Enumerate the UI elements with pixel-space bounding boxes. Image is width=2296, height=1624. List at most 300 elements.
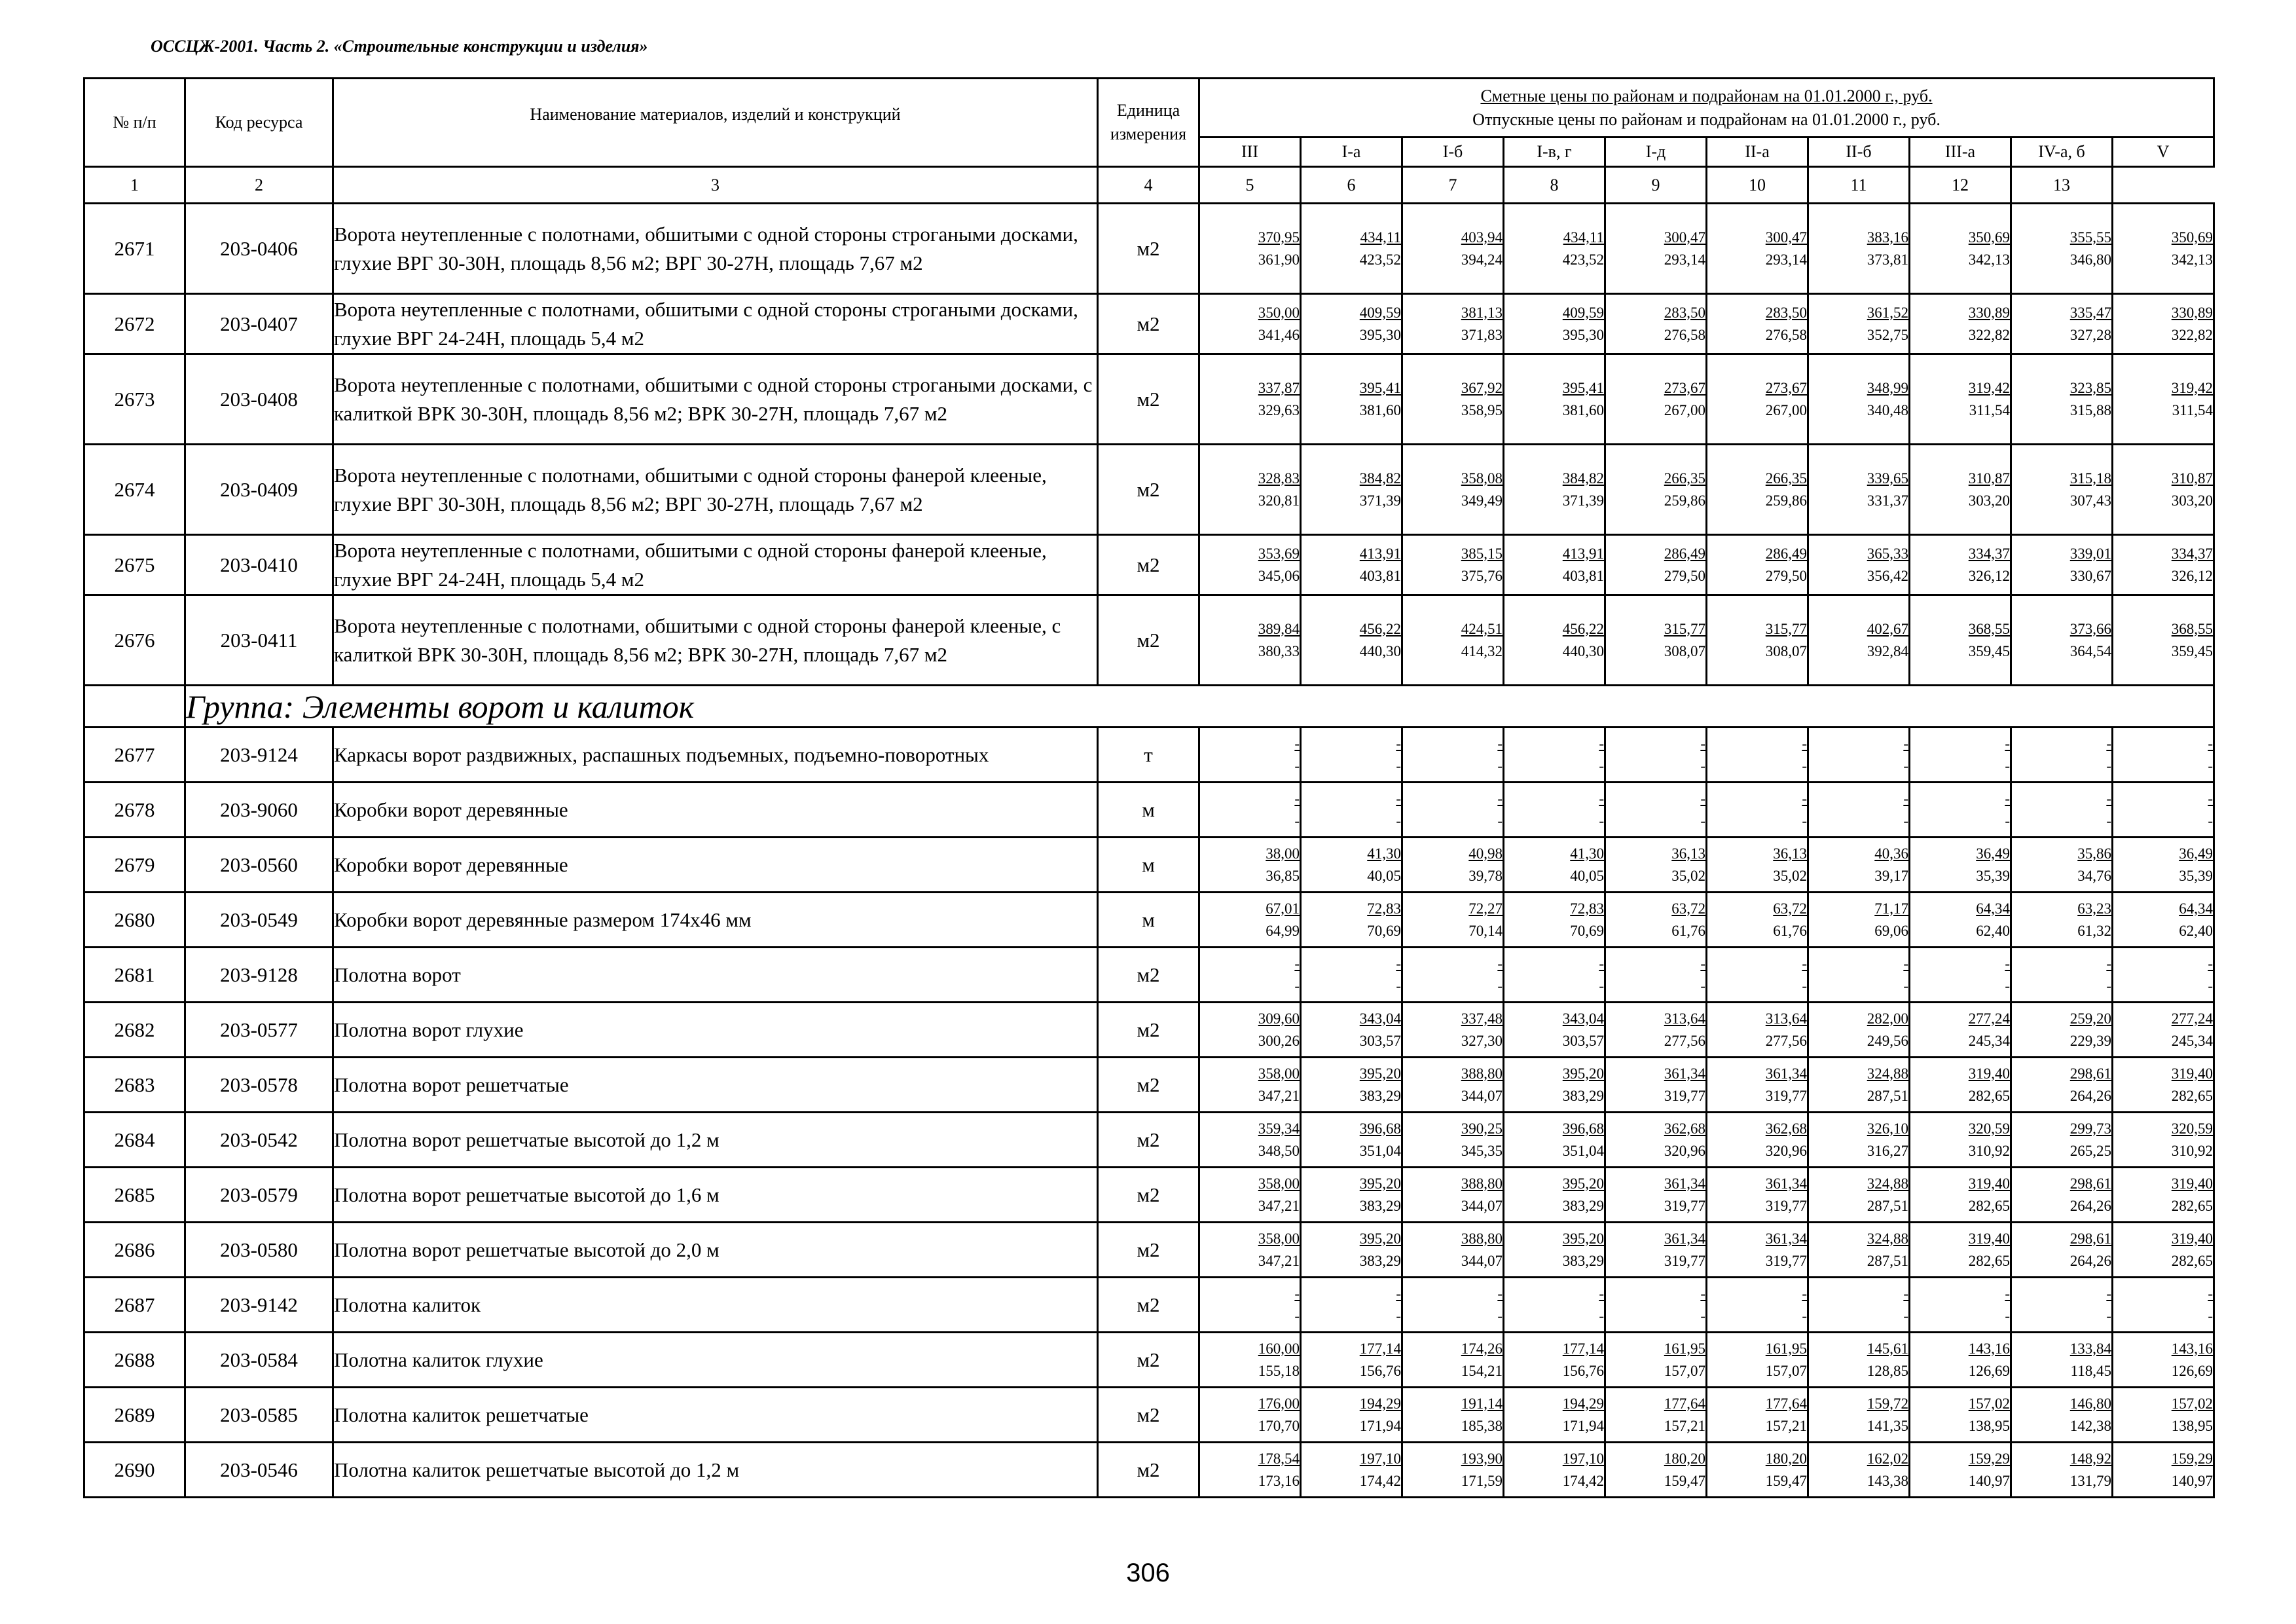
release-price: - — [1294, 812, 1300, 829]
price-cell — [1504, 838, 1605, 893]
estimate-price: 434,11 — [1360, 229, 1401, 246]
release-price: 282,65 — [1968, 1197, 2010, 1214]
row-number: 2677 — [84, 728, 185, 783]
item-name: Полотна калиток решетчатые — [333, 1388, 1098, 1443]
release-price: - — [2005, 812, 2010, 829]
price-cell — [2011, 595, 2113, 686]
estimate-price: 197,10 — [1562, 1450, 1604, 1467]
release-price: 345,06 — [1258, 567, 1300, 584]
header-no: № п/п — [84, 79, 185, 167]
release-price: 359,45 — [1968, 642, 2010, 659]
price-cell — [1402, 838, 1504, 893]
running-header: ОССЦЖ-2001. Часть 2. «Строительные конструкции и изделия» — [151, 37, 648, 56]
estimate-price: - — [2208, 955, 2214, 972]
price-cell — [2113, 595, 2214, 686]
release-price: 322,82 — [1968, 326, 2010, 343]
region-header: I-б — [1402, 138, 1504, 167]
price-cell — [1402, 1388, 1504, 1443]
release-price: 320,81 — [1258, 492, 1300, 509]
price-cell — [1808, 893, 1910, 948]
release-price: 35,02 — [1773, 867, 1807, 884]
release-price: - — [1700, 812, 1705, 829]
row-number: 2681 — [84, 948, 185, 1003]
price-cell — [2011, 838, 2113, 893]
price-cell — [1707, 204, 1808, 294]
release-price: - — [1802, 1307, 1807, 1324]
estimate-price: 373,66 — [2069, 620, 2111, 637]
estimate-price: 365,33 — [1867, 545, 1908, 562]
price-cell — [1605, 783, 1707, 838]
estimate-price: 38,00 — [1266, 845, 1300, 862]
row-number: 2685 — [84, 1168, 185, 1223]
release-price: - — [1599, 757, 1604, 774]
estimate-price: 36,49 — [2179, 845, 2214, 862]
estimate-price: 319,40 — [2171, 1175, 2214, 1192]
release-price: 282,65 — [2171, 1087, 2214, 1104]
release-price: 300,26 — [1258, 1032, 1300, 1049]
price-cell — [2113, 948, 2214, 1003]
release-price: 344,07 — [1461, 1197, 1503, 1214]
release-price: 344,07 — [1461, 1252, 1503, 1269]
estimate-price: - — [1294, 955, 1300, 972]
price-cell — [1605, 595, 1707, 686]
page-number: 306 — [1126, 1559, 1170, 1587]
release-price: 342,13 — [1968, 251, 2010, 268]
resource-code: 203-0549 — [185, 893, 333, 948]
estimate-price: 133,84 — [2069, 1340, 2111, 1357]
price-cell — [1808, 728, 1910, 783]
estimate-price: 266,35 — [1765, 470, 1807, 487]
release-price: 264,26 — [2069, 1087, 2111, 1104]
release-price: 287,51 — [1867, 1197, 1908, 1214]
price-cell — [1402, 1003, 1504, 1058]
estimate-price: - — [1396, 955, 1401, 972]
release-price: 358,95 — [1461, 401, 1503, 418]
release-price: 414,32 — [1461, 642, 1503, 659]
price-cell — [2011, 1443, 2113, 1498]
unit: м — [1098, 783, 1199, 838]
release-price: 383,29 — [1562, 1197, 1604, 1214]
table-row — [84, 1113, 2214, 1168]
release-price: 383,29 — [1562, 1087, 1604, 1104]
table-row — [84, 1223, 2214, 1278]
unit: м2 — [1098, 445, 1199, 535]
estimate-price: 390,25 — [1461, 1120, 1503, 1137]
release-price: 282,65 — [1968, 1252, 2010, 1269]
release-price: 341,46 — [1258, 326, 1300, 343]
price-cell — [2113, 1388, 2214, 1443]
price-cell — [1808, 948, 1910, 1003]
estimate-price: 361,34 — [1664, 1065, 1705, 1082]
release-price: 40,05 — [1570, 867, 1604, 884]
price-cell — [1402, 1223, 1504, 1278]
estimate-price: 67,01 — [1266, 900, 1300, 917]
table-row — [84, 948, 2214, 1003]
table-row — [84, 783, 2214, 838]
resource-code: 203-0560 — [185, 838, 333, 893]
price-cell — [1707, 838, 1808, 893]
release-price: - — [1903, 977, 1908, 994]
unit: м2 — [1098, 204, 1199, 294]
estimate-price: 355,55 — [2069, 229, 2111, 246]
release-price: 128,85 — [1867, 1362, 1908, 1379]
price-cell — [1910, 893, 2011, 948]
table-row — [84, 1278, 2214, 1333]
release-price: 157,07 — [1765, 1362, 1807, 1379]
estimate-price: 358,00 — [1258, 1175, 1300, 1192]
price-cell — [2011, 1223, 2113, 1278]
release-price: 352,75 — [1867, 326, 1908, 343]
estimate-price: 339,65 — [1867, 470, 1908, 487]
estimate-price: - — [1700, 1285, 1705, 1302]
price-cell — [1707, 354, 1808, 445]
estimate-price: 259,20 — [2069, 1010, 2111, 1027]
price-cell — [1808, 838, 1910, 893]
price-cell — [1707, 1278, 1808, 1333]
price-cell — [1301, 1003, 1402, 1058]
estimate-price: - — [2005, 955, 2010, 972]
price-cell — [1504, 1168, 1605, 1223]
price-cell — [1402, 204, 1504, 294]
price-cell — [1808, 204, 1910, 294]
estimate-price: 319,40 — [2171, 1065, 2214, 1082]
estimate-price: 320,59 — [2171, 1120, 2214, 1137]
resource-code: 203-0546 — [185, 1443, 333, 1498]
price-cell — [1910, 1058, 2011, 1113]
estimate-price: 358,00 — [1258, 1230, 1300, 1247]
price-cell — [1301, 1333, 1402, 1388]
estimate-price: - — [1294, 790, 1300, 807]
price-cell — [2011, 783, 2113, 838]
table-row — [84, 1333, 2214, 1388]
estimate-price: 343,04 — [1562, 1010, 1604, 1027]
release-price: 277,56 — [1765, 1032, 1807, 1049]
release-price: - — [2208, 812, 2214, 829]
price-cell — [1910, 728, 2011, 783]
estimate-price: 35,86 — [2077, 845, 2111, 862]
price-cell — [1402, 1443, 1504, 1498]
estimate-price: 395,20 — [1562, 1175, 1604, 1192]
release-price: 287,51 — [1867, 1087, 1908, 1104]
estimate-price: - — [1903, 955, 1908, 972]
release-price: 171,59 — [1461, 1472, 1503, 1489]
release-price: 126,69 — [1968, 1362, 2010, 1379]
price-cell — [1707, 948, 1808, 1003]
item-name: Ворота неутепленные с полотнами, обшитыми с одной стороны строгаными досками, глухие ВРГ 30-30Н, площадь 8,56 м2; ВРГ 30-27Н, площадь 7,67 м2 — [333, 204, 1098, 294]
release-price: 131,79 — [2069, 1472, 2111, 1489]
row-number: 2682 — [84, 1003, 185, 1058]
estimate-price: 283,50 — [1765, 304, 1807, 321]
release-price: 319,77 — [1664, 1197, 1705, 1214]
release-price: 70,14 — [1468, 922, 1503, 939]
price-cell — [2113, 1168, 2214, 1223]
release-price: 276,58 — [1664, 326, 1705, 343]
resource-code: 203-0406 — [185, 204, 333, 294]
estimate-price: 320,59 — [1968, 1120, 2010, 1137]
estimate-price: 283,50 — [1664, 304, 1705, 321]
estimate-price: 330,89 — [2171, 304, 2214, 321]
estimate-price: - — [1599, 955, 1604, 972]
resource-code: 203-0584 — [185, 1333, 333, 1388]
release-price: - — [1396, 977, 1401, 994]
estimate-price: 381,13 — [1461, 304, 1503, 321]
price-cell — [1910, 1003, 2011, 1058]
release-price: 371,39 — [1562, 492, 1604, 509]
estimate-price: 273,67 — [1765, 379, 1807, 396]
column-number: 4 — [1098, 167, 1199, 204]
estimate-price: 286,49 — [1765, 545, 1807, 562]
release-price: 61,76 — [1671, 922, 1705, 939]
estimate-price: 36,49 — [1976, 845, 2010, 862]
release-price: 36,85 — [1266, 867, 1300, 884]
estimate-price: - — [1903, 735, 1908, 752]
estimate-price: 180,20 — [1664, 1450, 1705, 1467]
estimate-price: 300,47 — [1765, 229, 1807, 246]
price-cell — [1301, 294, 1402, 354]
estimate-price: - — [1497, 735, 1503, 752]
estimate-price: 273,67 — [1664, 379, 1705, 396]
release-price: 316,27 — [1867, 1142, 1908, 1159]
release-price: 373,81 — [1867, 251, 1908, 268]
estimate-price: 157,02 — [2171, 1395, 2214, 1412]
estimate-price: 145,61 — [1867, 1340, 1908, 1357]
estimate-price: - — [1903, 790, 1908, 807]
release-price: - — [1497, 812, 1503, 829]
price-cell — [1910, 204, 2011, 294]
release-price: 322,82 — [2171, 326, 2214, 343]
price-cell — [1605, 445, 1707, 535]
price-cell — [2113, 1223, 2214, 1278]
column-number: 9 — [1605, 167, 1707, 204]
price-cell — [2011, 1058, 2113, 1113]
estimate-price: 395,41 — [1562, 379, 1604, 396]
estimate-price: 143,16 — [1968, 1340, 2010, 1357]
price-cell — [1504, 1223, 1605, 1278]
estimate-price: - — [2005, 1285, 2010, 1302]
table-row — [84, 728, 2214, 783]
unit: м2 — [1098, 294, 1199, 354]
price-cell — [1910, 445, 2011, 535]
table-row — [84, 838, 2214, 893]
estimate-price: 384,82 — [1562, 470, 1604, 487]
release-price: 264,26 — [2069, 1252, 2111, 1269]
release-price: 342,13 — [2171, 251, 2214, 268]
estimate-price: 389,84 — [1258, 620, 1300, 637]
price-cell — [2011, 535, 2113, 595]
resource-code: 203-9124 — [185, 728, 333, 783]
item-name: Полотна ворот решетчатые высотой до 2,0 м — [333, 1223, 1098, 1278]
price-cell — [1504, 893, 1605, 948]
price-cell — [1301, 445, 1402, 535]
row-number: 2683 — [84, 1058, 185, 1113]
price-cell — [1910, 1443, 2011, 1498]
release-price: 351,04 — [1359, 1142, 1401, 1159]
price-cell — [1504, 1113, 1605, 1168]
price-cell — [1504, 294, 1605, 354]
price-cell — [1504, 948, 1605, 1003]
estimate-price: - — [2208, 1285, 2214, 1302]
estimate-price: 402,67 — [1867, 620, 1908, 637]
price-cell — [2011, 294, 2113, 354]
column-number: 3 — [333, 167, 1098, 204]
price-cell — [2113, 728, 2214, 783]
resource-code: 203-0542 — [185, 1113, 333, 1168]
release-price: 69,06 — [1874, 922, 1908, 939]
price-cell — [1605, 1003, 1707, 1058]
release-price: - — [1497, 1307, 1503, 1324]
price-cell — [2113, 445, 2214, 535]
header-name: Наименование материалов, изделий и конструкций — [333, 79, 1098, 167]
release-price: - — [1599, 1307, 1604, 1324]
price-cell — [1301, 354, 1402, 445]
estimate-price: 177,64 — [1664, 1395, 1705, 1412]
release-price: 394,24 — [1461, 251, 1503, 268]
price-cell — [1301, 838, 1402, 893]
estimate-price: 197,10 — [1359, 1450, 1401, 1467]
price-cell — [1199, 948, 1301, 1003]
price-cell — [1402, 294, 1504, 354]
price-cell — [1301, 595, 1402, 686]
release-price: 330,67 — [2069, 567, 2111, 584]
release-price: 307,43 — [2069, 492, 2111, 509]
release-price: 282,65 — [2171, 1252, 2214, 1269]
row-number: 2690 — [84, 1443, 185, 1498]
release-price: 319,77 — [1765, 1252, 1807, 1269]
column-number: 8 — [1504, 167, 1605, 204]
release-price: 395,30 — [1562, 326, 1604, 343]
estimate-price: 266,35 — [1664, 470, 1705, 487]
price-cell — [1402, 783, 1504, 838]
price-cell — [1605, 893, 1707, 948]
estimate-price: 367,92 — [1461, 379, 1503, 396]
estimate-price: 348,99 — [1867, 379, 1908, 396]
release-price: 118,45 — [2070, 1362, 2111, 1379]
price-cell — [1605, 1443, 1707, 1498]
release-price: 39,78 — [1468, 867, 1503, 884]
column-number: 7 — [1402, 167, 1504, 204]
table-row — [84, 1443, 2214, 1498]
price-cell — [1605, 535, 1707, 595]
release-price: 267,00 — [1664, 401, 1705, 418]
price-cell — [2011, 948, 2113, 1003]
release-price: - — [1396, 1307, 1401, 1324]
release-price: 383,29 — [1359, 1087, 1401, 1104]
estimate-price: 383,16 — [1867, 229, 1908, 246]
price-cell — [1707, 1388, 1808, 1443]
release-price: 293,14 — [1664, 251, 1705, 268]
price-cell — [1199, 535, 1301, 595]
column-number: 5 — [1199, 167, 1301, 204]
price-cell — [1504, 595, 1605, 686]
release-price: 259,86 — [1664, 492, 1705, 509]
price-cell — [2113, 354, 2214, 445]
release-price: - — [1497, 977, 1503, 994]
release-price: 308,07 — [1664, 642, 1705, 659]
estimate-price: 310,87 — [2171, 470, 2214, 487]
estimate-price: - — [1599, 735, 1604, 752]
column-number: 1 — [84, 167, 185, 204]
price-cell — [1504, 354, 1605, 445]
estimate-price: - — [2005, 790, 2010, 807]
estimate-price: 413,91 — [1359, 545, 1401, 562]
release-price: 326,12 — [2171, 567, 2214, 584]
column-number: 12 — [1910, 167, 2011, 204]
estimate-price: 162,02 — [1867, 1450, 1908, 1467]
unit: м2 — [1098, 595, 1199, 686]
release-price: 375,76 — [1461, 567, 1503, 584]
table-row — [84, 1388, 2214, 1443]
release-price: 70,69 — [1367, 922, 1401, 939]
estimate-price: 395,20 — [1359, 1230, 1401, 1247]
table-row — [84, 354, 2214, 445]
price-cell — [1707, 1333, 1808, 1388]
price-cell — [1504, 1388, 1605, 1443]
item-name: Ворота неутепленные с полотнами, обшитыми с одной стороны строгаными досками, глухие ВРГ 24-24Н, площадь 5,4 м2 — [333, 294, 1098, 354]
release-price: - — [1802, 977, 1807, 994]
resource-code: 203-0578 — [185, 1058, 333, 1113]
release-price: 39,17 — [1874, 867, 1908, 884]
release-price: 440,30 — [1359, 642, 1401, 659]
estimate-price: 396,68 — [1359, 1120, 1401, 1137]
item-name: Коробки ворот деревянные — [333, 783, 1098, 838]
estimate-price: 191,14 — [1461, 1395, 1503, 1412]
price-cell — [1910, 1333, 2011, 1388]
price-cell — [2011, 1113, 2113, 1168]
release-price: - — [1700, 977, 1705, 994]
price-cell — [1199, 1168, 1301, 1223]
unit: м — [1098, 838, 1199, 893]
estimate-price: 174,26 — [1461, 1340, 1503, 1357]
estimate-price: 353,69 — [1258, 545, 1300, 562]
estimate-price: 319,42 — [1968, 379, 2010, 396]
estimate-price: 180,20 — [1765, 1450, 1807, 1467]
release-price: 126,69 — [2171, 1362, 2214, 1379]
estimate-price: 323,85 — [2069, 379, 2111, 396]
price-cell — [1910, 838, 2011, 893]
release-price: - — [1903, 757, 1908, 774]
region-header: I-в, г — [1504, 138, 1605, 167]
price-cell — [1301, 783, 1402, 838]
item-name: Коробки ворот деревянные — [333, 838, 1098, 893]
region-header: II-а — [1707, 138, 1808, 167]
price-cell — [2113, 783, 2214, 838]
item-name: Ворота неутепленные с полотнами, обшитыми с одной стороны строгаными досками, с калиткой ВРК 30-30Н, площадь 8,56 м2; ВРК 30-27Н, площадь 7,67 м2 — [333, 354, 1098, 445]
release-price: 383,29 — [1359, 1197, 1401, 1214]
release-price: - — [1802, 812, 1807, 829]
release-price: - — [1599, 977, 1604, 994]
price-cell — [2011, 1388, 2113, 1443]
price-cell — [1808, 535, 1910, 595]
estimate-price: 384,82 — [1359, 470, 1401, 487]
release-price: 174,42 — [1562, 1472, 1604, 1489]
release-price: 340,48 — [1867, 401, 1908, 418]
price-cell — [1402, 893, 1504, 948]
release-price: 347,21 — [1258, 1197, 1300, 1214]
estimate-price: 315,77 — [1664, 620, 1705, 637]
table-row — [84, 535, 2214, 595]
item-name: Полотна калиток глухие — [333, 1333, 1098, 1388]
price-cell — [1605, 948, 1707, 1003]
table-row — [84, 445, 2214, 535]
release-price: - — [1294, 977, 1300, 994]
release-price: 320,96 — [1765, 1142, 1807, 1159]
price-cell — [1504, 1333, 1605, 1388]
release-price: 380,33 — [1258, 642, 1300, 659]
estimate-price: - — [1599, 1285, 1604, 1302]
release-price: 349,49 — [1461, 492, 1503, 509]
release-price: 154,21 — [1461, 1362, 1503, 1379]
price-cell — [2113, 838, 2214, 893]
